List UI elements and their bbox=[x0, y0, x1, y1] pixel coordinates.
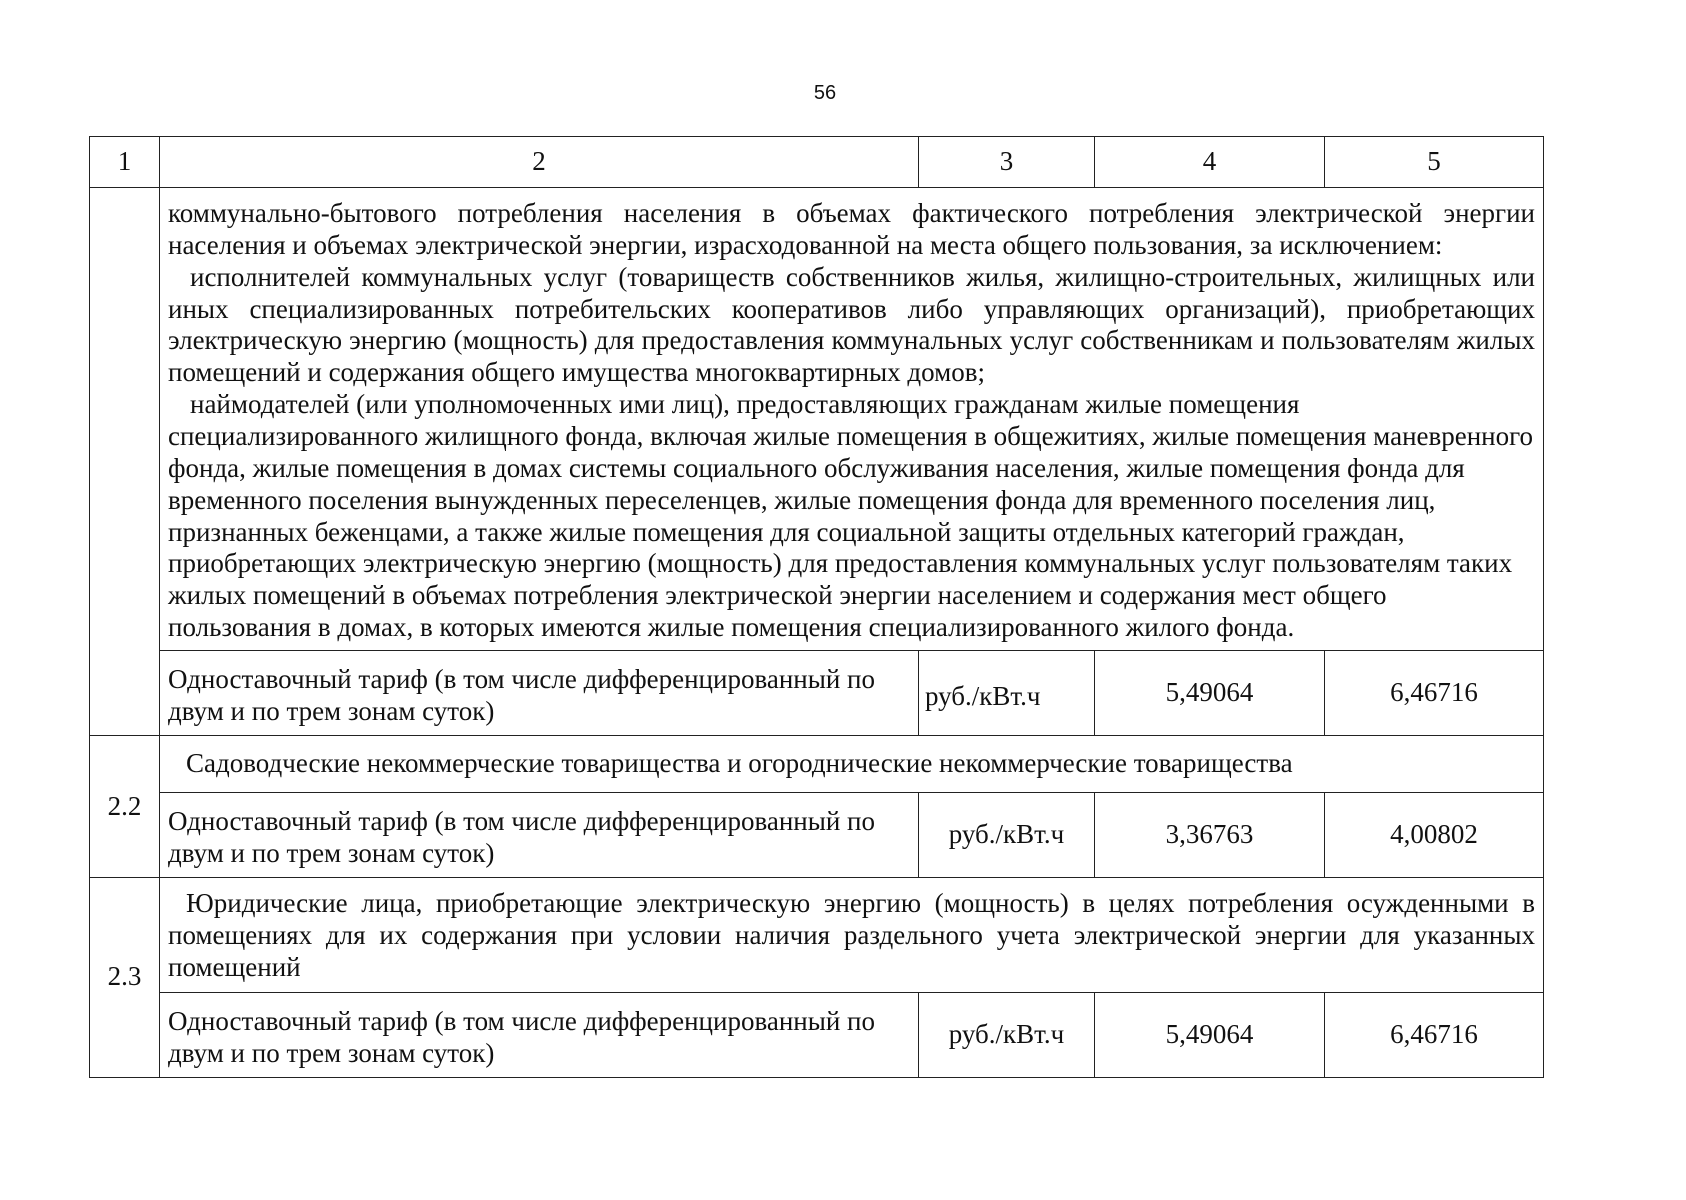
table-header-row bbox=[90, 137, 1544, 188]
continuation-text-cell bbox=[160, 188, 1544, 651]
number-cell-empty bbox=[90, 188, 160, 736]
tariff-value-col4: 5,49064 bbox=[1095, 992, 1325, 1077]
section-number: 2.3 bbox=[90, 878, 160, 1078]
tariff-value-col4: 5,49064 bbox=[1095, 651, 1325, 736]
section-title: Садоводческие некоммерческие товарищества и огороднические некоммерческие товарищества bbox=[160, 736, 1544, 793]
tariff-value-col5: 6,46716 bbox=[1325, 651, 1544, 736]
section-title bbox=[160, 878, 1544, 993]
column-header-4: 4 bbox=[1095, 137, 1325, 188]
tariff-unit: руб./кВт.ч bbox=[919, 793, 1095, 878]
continuation-paragraph: коммунально-бытового потребления населения в объемах фактического потребления электрической энергии населения и объемах электрической энергии, израсходованной на места общего пользования, за исключением: bbox=[168, 198, 1535, 260]
column-header-2: 2 bbox=[160, 137, 919, 188]
tariff-value-col5: 4,00802 bbox=[1325, 793, 1544, 878]
continuation-paragraph: наймодателей (или уполномоченных ими лиц), предоставляющих гражданам жилые помещения специализированного жилищного фонда, включая жилые помещения в общежитиях, жилые помещения маневренного фонда, жилые помещения в домах системы социального обслуживания населения, жилые помещения фонда для временного поселения вынужденных переселенцев, жилые помещения фонда для временного поселения лиц, признанных беженцами, а также жилые помещения для социальной защиты отдельных категорий граждан, приобретающих электрическую энергию (мощность) для предоставления коммунальных услуг пользователям таких жилых помещений в объемах потребления электрической энергии населением и содержания мест общего пользования в домах, в которых имеются жилые помещения специализированного жилого фонда. bbox=[168, 389, 1534, 643]
section-number: 2.2 bbox=[90, 736, 160, 878]
section-title-text: Юридические лица, приобретающие электрическую энергию (мощность) в целях потребления осужденными в помещениях для их содержания при условии наличия раздельного учета электрической энергии для указанных помещений bbox=[168, 888, 1535, 982]
continuation-paragraph: исполнителей коммунальных услуг (товариществ собственников жилья, жилищно-строительных, жилищных или иных специализированных потребительских кооперативов либо управляющих организаций), приобретающих электрическую энергию (мощность) для предоставления коммунальных услуг собственникам и пользователям жилых помещений и содержания общего имущества многоквартирных домов; bbox=[168, 261, 1535, 388]
table-row bbox=[90, 793, 1544, 878]
tariff-unit: руб./кВт.ч bbox=[919, 651, 1095, 736]
table-row bbox=[90, 736, 1544, 793]
tariff-table bbox=[89, 136, 1544, 1078]
tariff-description: Одноставочный тариф (в том числе дифференцированный по двум и по трем зонам суток) bbox=[160, 793, 919, 878]
table-row bbox=[90, 651, 1544, 736]
tariff-value-col4: 3,36763 bbox=[1095, 793, 1325, 878]
column-header-3: 3 bbox=[919, 137, 1095, 188]
table-row bbox=[90, 188, 1544, 651]
page-number: 56 bbox=[813, 82, 837, 104]
column-header-5: 5 bbox=[1325, 137, 1544, 188]
tariff-unit: руб./кВт.ч bbox=[919, 992, 1095, 1077]
table-row bbox=[90, 992, 1544, 1077]
tariff-value-col5: 6,46716 bbox=[1325, 992, 1544, 1077]
column-header-1: 1 bbox=[90, 137, 160, 188]
table-row bbox=[90, 878, 1544, 993]
tariff-description: Одноставочный тариф (в том числе дифференцированный по двум и по трем зонам суток) bbox=[160, 992, 919, 1077]
tariff-description: Одноставочный тариф (в том числе дифференцированный по двум и по трем зонам суток) bbox=[160, 651, 919, 736]
